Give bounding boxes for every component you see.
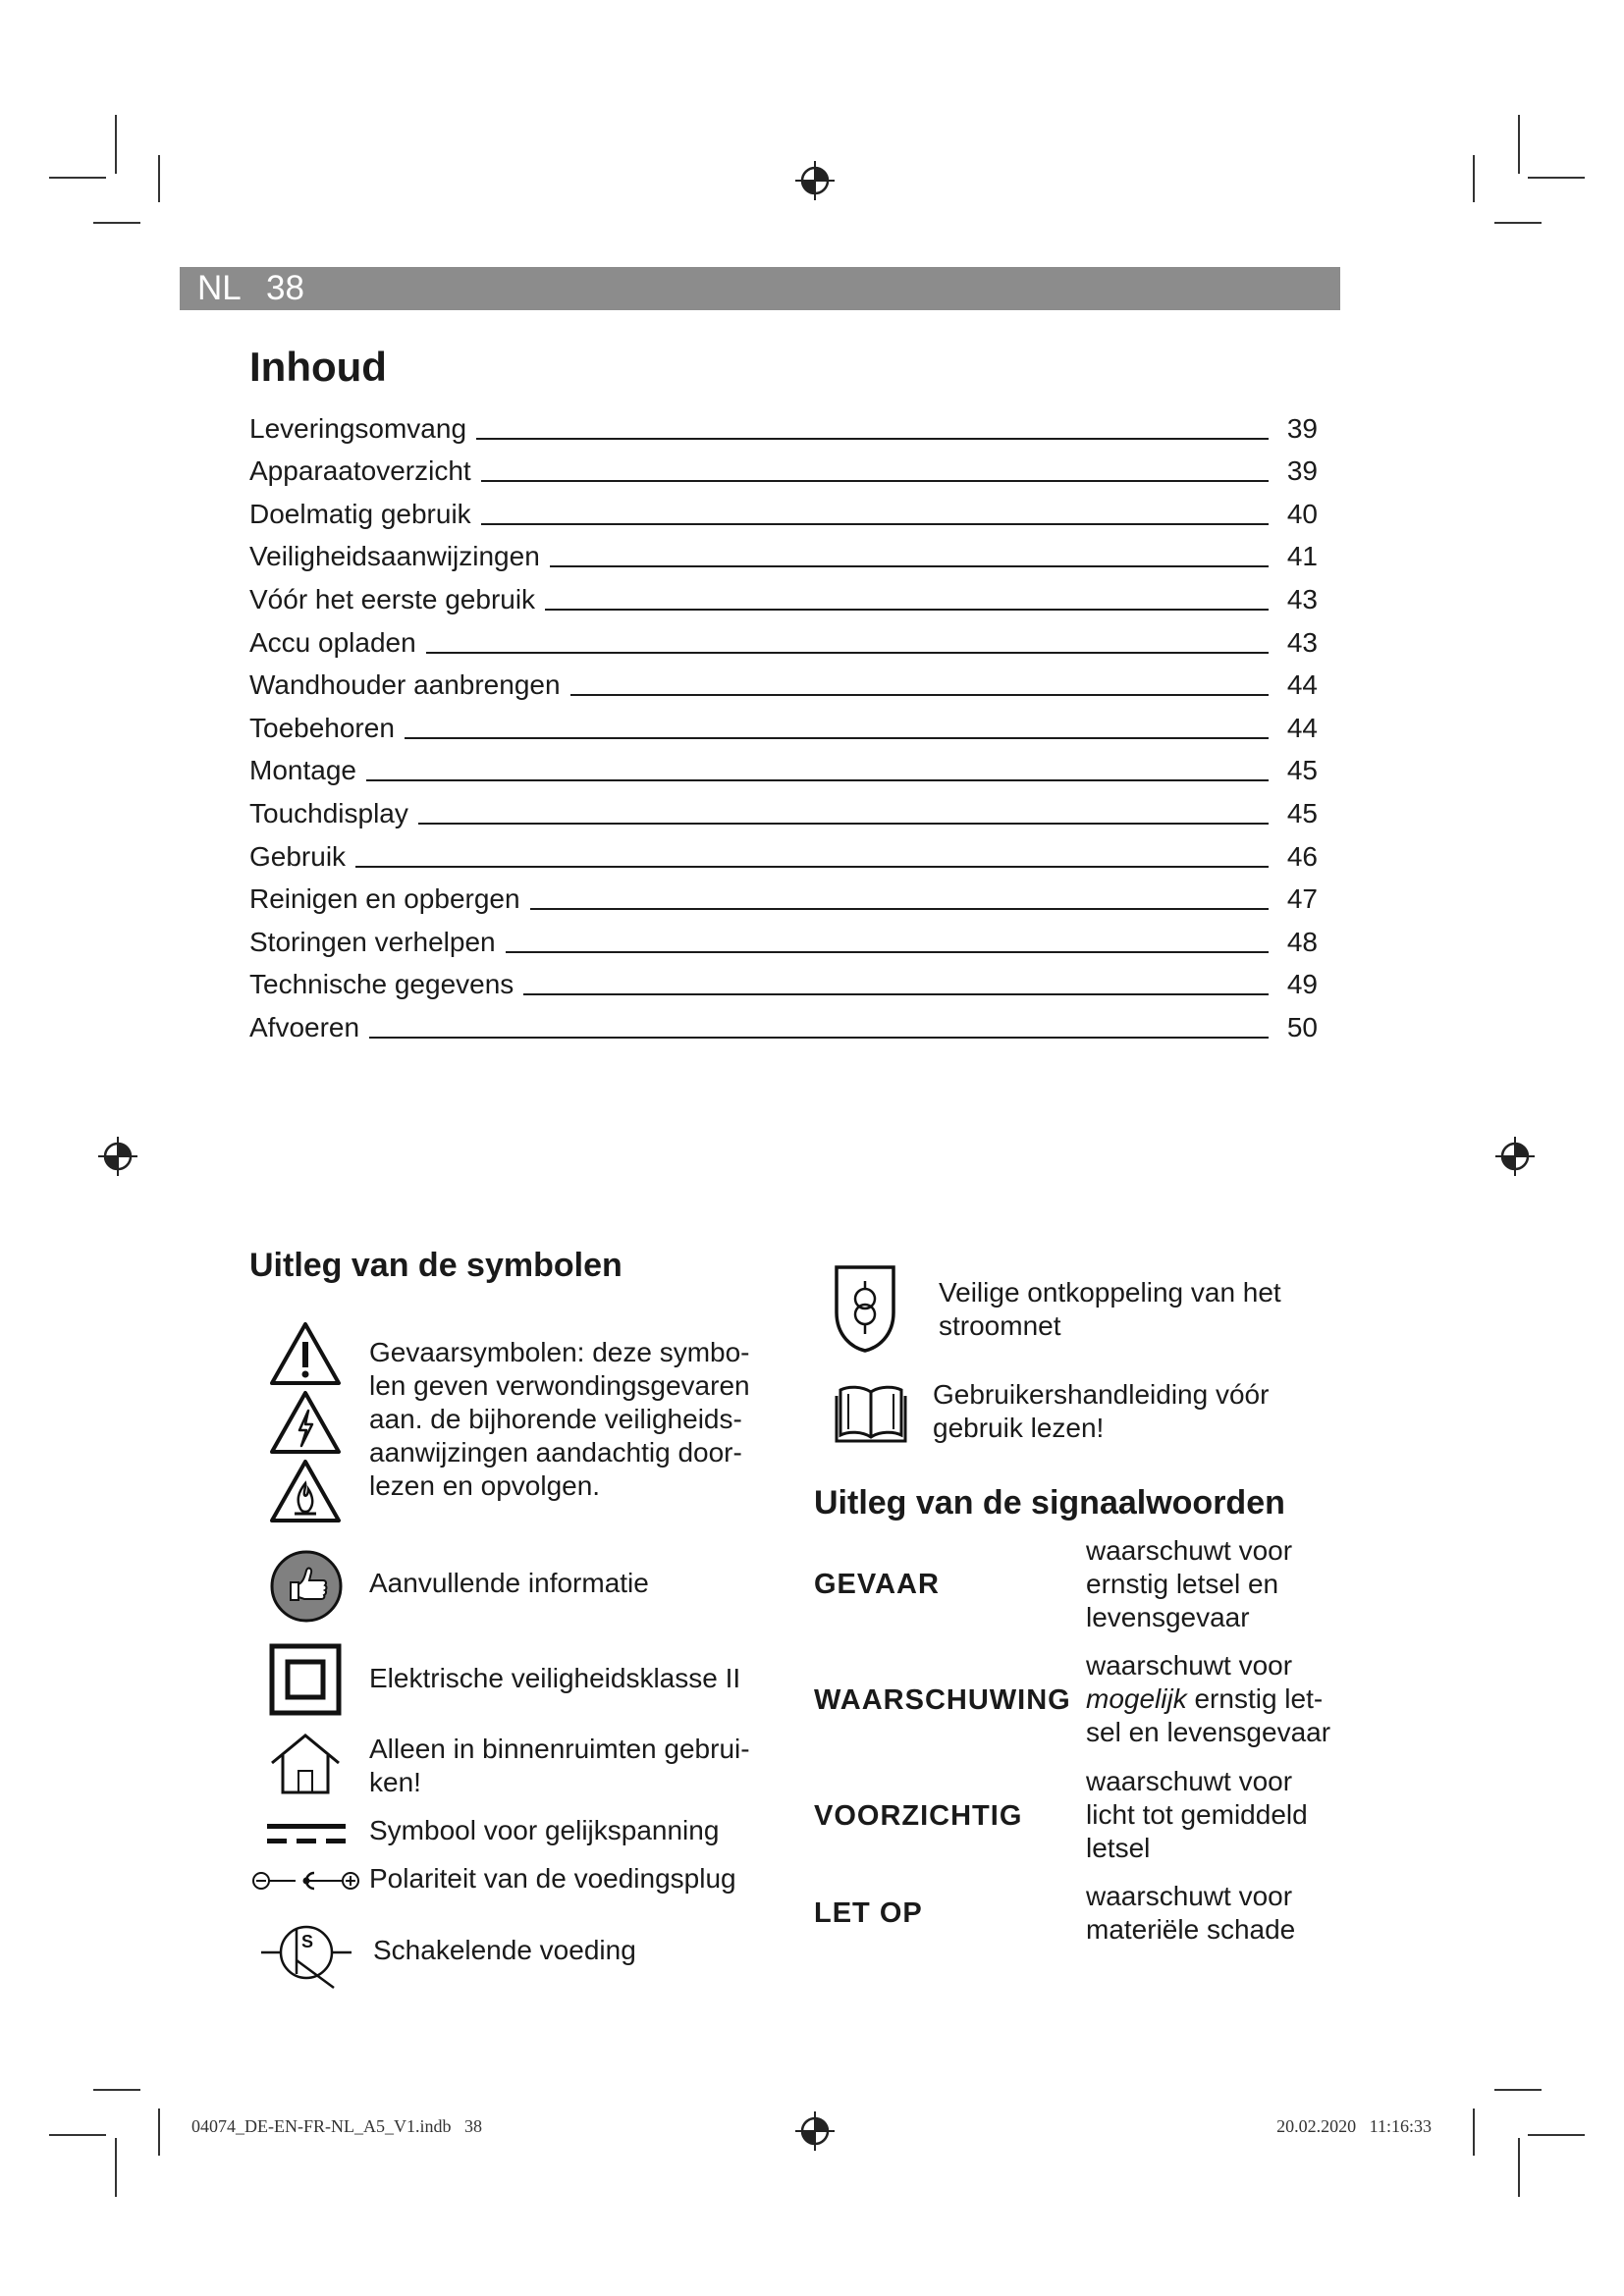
signal-word-caution-desc xyxy=(1086,1765,1351,1865)
protection-class-text: Elektrische veiligheidsklasse II xyxy=(369,1663,741,1693)
signal-words-section-title: Uitleg van de signaalwoorden xyxy=(814,1484,1285,1522)
signal-word-warning: WAARSCHUWING xyxy=(814,1684,1071,1716)
toc-leader-line xyxy=(481,523,1269,525)
text-line: Gebruikershandleiding vóór xyxy=(933,1379,1270,1410)
read-manual-icon xyxy=(835,1380,907,1443)
text-line: letsel xyxy=(1086,1833,1151,1863)
text-line: len geven verwondingsgevaren xyxy=(369,1370,750,1401)
registration-mark-icon xyxy=(98,1137,137,1176)
toc-entry xyxy=(249,616,1318,660)
polarity-text: Polariteit van de voedingsplug xyxy=(369,1863,736,1894)
signal-word-danger-desc xyxy=(1086,1534,1351,1634)
table-of-contents xyxy=(249,402,1318,1044)
toc-title: Inhoud xyxy=(249,344,387,390)
toc-entry-page: 49 xyxy=(1286,969,1318,1000)
toc-entry xyxy=(249,402,1318,446)
page-number: 38 xyxy=(266,269,304,307)
toc-entry-label: Accu opladen xyxy=(249,626,416,658)
toc-entry-page: 45 xyxy=(1286,755,1318,786)
text-line: waarschuwt voor xyxy=(1086,1650,1293,1681)
text-line: lezen en opvolgen. xyxy=(369,1470,601,1501)
text-line: aan. de bijhorende veiligheids- xyxy=(369,1404,742,1434)
text-line: ernstig letsel en xyxy=(1086,1569,1279,1599)
text-line: waarschuwt voor xyxy=(1086,1881,1293,1911)
text-line: materiële schade xyxy=(1086,1914,1296,1945)
text-line: Alleen in binnenruimten gebrui- xyxy=(369,1734,750,1764)
signal-word-danger: GEVAAR xyxy=(814,1569,940,1600)
footer-filename: 04074_DE-EN-FR-NL_A5_V1.indb 38 xyxy=(191,2116,482,2136)
dc-voltage-icon xyxy=(267,1822,346,1847)
toc-entry xyxy=(249,531,1318,574)
registration-mark-icon xyxy=(1495,1137,1535,1176)
text-line xyxy=(1086,1682,1351,1716)
text-line: stroomnet xyxy=(939,1310,1061,1341)
toc-leader-line xyxy=(570,694,1269,696)
toc-leader-line xyxy=(355,866,1269,868)
toc-entry-label: Toebehoren xyxy=(249,712,395,743)
toc-entry xyxy=(249,1001,1318,1044)
toc-leader-line xyxy=(418,823,1269,825)
toc-entry-page: 50 xyxy=(1286,1011,1318,1042)
toc-entry-page: 43 xyxy=(1286,583,1318,614)
hazard-symbols-text xyxy=(369,1336,750,1503)
language-code: NL xyxy=(197,269,242,307)
toc-entry xyxy=(249,446,1318,489)
hazard-symbols-icon xyxy=(269,1320,342,1526)
toc-entry-label: Montage xyxy=(249,755,356,786)
toc-entry-page: 39 xyxy=(1286,455,1318,487)
page-header-bar xyxy=(180,267,1340,310)
toc-entry-page: 39 xyxy=(1286,412,1318,444)
read-manual-text xyxy=(933,1378,1269,1445)
svg-text:S: S xyxy=(301,1932,314,1951)
toc-leader-line xyxy=(426,652,1269,654)
house-icon xyxy=(269,1732,342,1796)
toc-entry xyxy=(249,573,1318,616)
toc-entry-page: 45 xyxy=(1286,797,1318,828)
toc-entry xyxy=(249,959,1318,1002)
toc-entry xyxy=(249,830,1318,874)
info-symbol-text: Aanvullende informatie xyxy=(369,1568,649,1598)
dc-voltage-text: Symbool voor gelijkspanning xyxy=(369,1815,720,1845)
toc-entry xyxy=(249,787,1318,830)
protection-class-ii-icon xyxy=(269,1643,342,1716)
text-line: aanwijzingen aandachtig door- xyxy=(369,1437,742,1468)
toc-entry-label: Apparaatoverzicht xyxy=(249,455,471,487)
toc-entry-label: Technische gegevens xyxy=(249,969,514,1000)
toc-entry-label: Gebruik xyxy=(249,840,347,872)
toc-leader-line xyxy=(530,908,1269,910)
text-line: licht tot gemiddeld xyxy=(1086,1799,1308,1830)
text-line: waarschuwt voor xyxy=(1086,1766,1293,1796)
toc-entry-label: Reinigen en opbergen xyxy=(249,883,520,915)
toc-entry-label: Doelmatig gebruik xyxy=(249,498,471,529)
toc-entry-page: 44 xyxy=(1286,669,1318,701)
registration-mark-icon xyxy=(795,161,835,200)
toc-entry-page: 47 xyxy=(1286,883,1318,915)
toc-leader-line xyxy=(506,951,1269,953)
polarity-icon xyxy=(251,1869,361,1893)
text-span: ernstig let- xyxy=(1186,1683,1324,1714)
toc-leader-line xyxy=(369,1037,1269,1039)
text-line: Gevaarsymbolen: deze symbo- xyxy=(369,1337,750,1367)
switching-power-supply-icon xyxy=(257,1917,355,1992)
toc-leader-line xyxy=(523,993,1269,995)
signal-word-notice: LET OP xyxy=(814,1897,923,1929)
emphasis: mogelijk xyxy=(1086,1683,1187,1714)
toc-leader-line xyxy=(476,438,1269,440)
toc-entry-label: Afvoeren xyxy=(249,1011,360,1042)
toc-entry-label: Veiligheidsaanwijzingen xyxy=(249,541,540,572)
toc-entry xyxy=(249,702,1318,745)
toc-entry-page: 43 xyxy=(1286,626,1318,658)
toc-entry xyxy=(249,916,1318,959)
registration-mark-icon xyxy=(795,2111,835,2151)
signal-word-caution: VOORZICHTIG xyxy=(814,1800,1023,1832)
toc-entry xyxy=(249,745,1318,788)
toc-entry-label: Touchdisplay xyxy=(249,797,408,828)
toc-entry-label: Leveringsomvang xyxy=(249,412,467,444)
safety-isolation-transformer-icon xyxy=(833,1263,897,1354)
toc-entry-page: 44 xyxy=(1286,712,1318,743)
switching-power-supply-text: Schakelende voeding xyxy=(373,1935,636,1965)
toc-entry-label: Storingen verhelpen xyxy=(249,926,496,957)
hand-info-icon xyxy=(269,1549,344,1624)
toc-leader-line xyxy=(550,565,1269,567)
toc-entry xyxy=(249,488,1318,531)
toc-leader-line xyxy=(366,779,1269,781)
text-line: gebruik lezen! xyxy=(933,1413,1105,1443)
toc-entry-page: 48 xyxy=(1286,926,1318,957)
toc-entry-label: Vóór het eerste gebruik xyxy=(249,583,536,614)
toc-leader-line xyxy=(405,737,1269,739)
text-line: sel en levensgevaar xyxy=(1086,1717,1331,1747)
text-line: ken! xyxy=(369,1767,421,1797)
footer-timestamp: 20.02.2020 11:16:33 xyxy=(1276,2116,1432,2136)
toc-entry-page: 46 xyxy=(1286,840,1318,872)
toc-entry-label: Wandhouder aanbrengen xyxy=(249,669,561,701)
text-line: levensgevaar xyxy=(1086,1602,1250,1632)
toc-leader-line xyxy=(481,480,1269,482)
text-line: Veilige ontkoppeling van het xyxy=(939,1277,1281,1308)
indoor-use-text xyxy=(369,1733,750,1799)
signal-word-notice-desc xyxy=(1086,1880,1351,1947)
symbols-section-title: Uitleg van de symbolen xyxy=(249,1247,623,1284)
toc-entry xyxy=(249,660,1318,703)
toc-entry xyxy=(249,874,1318,917)
toc-entry-page: 41 xyxy=(1286,541,1318,572)
text-line: waarschuwt voor xyxy=(1086,1535,1293,1566)
toc-leader-line xyxy=(545,609,1269,611)
toc-entry-page: 40 xyxy=(1286,498,1318,529)
isolation-text xyxy=(939,1276,1281,1343)
signal-word-warning-desc xyxy=(1086,1649,1351,1749)
